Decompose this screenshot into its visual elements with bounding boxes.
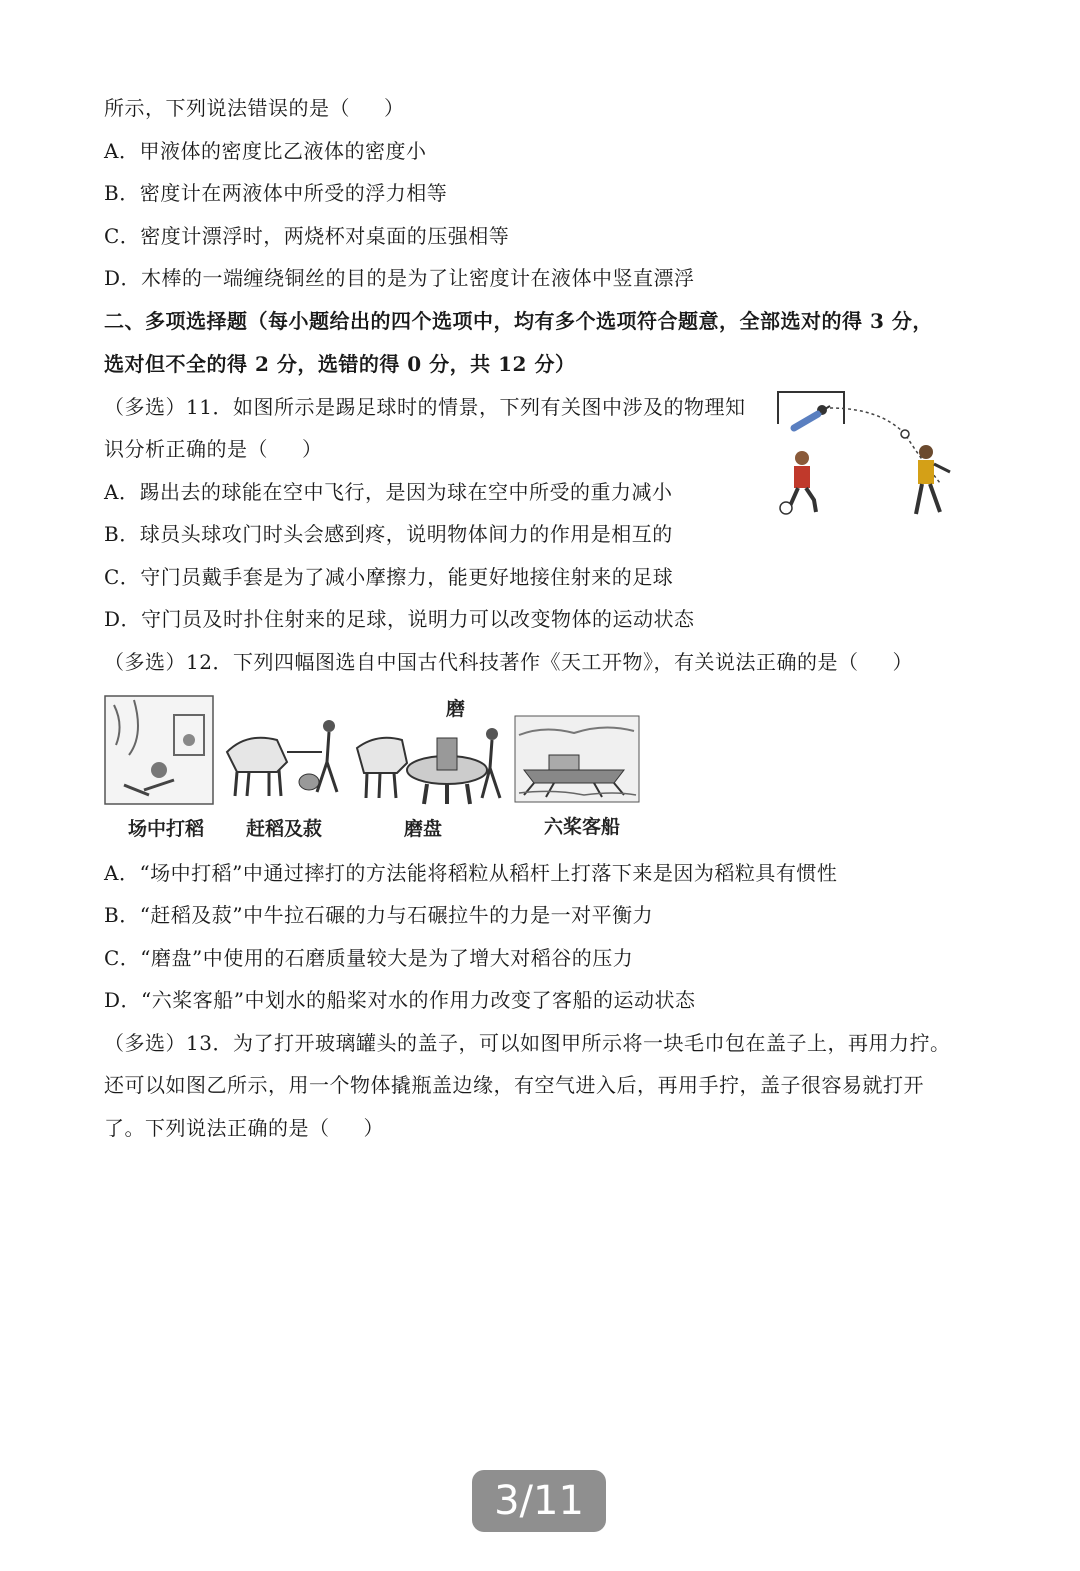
q10-option-d: D．木棒的一端缠绕铜丝的目的是为了让密度计在液体中竖直漂浮 [104,266,695,290]
caption-millstone: 磨盘 [404,818,443,840]
ox-roller-illustration [217,712,347,804]
q13-stem-line3 [104,1114,384,1142]
q12-option-c: C．“磨盘”中使用的石磨质量较大是为了增大对稻谷的压力 [104,946,634,970]
q11-stem-close: ） [302,437,323,461]
q12-stem-line1 [104,648,913,676]
q11-option-b: B．球员头球攻门时头会感到疼，说明物体间力的作用是相互的 [104,522,673,546]
q10-stem-text: 所示，下列说法错误的是（ [104,96,350,120]
striker [780,451,816,514]
q11-stem-line2 [104,435,323,463]
q12-stem-close: ） [892,650,913,674]
q10-stem-close: ） [384,96,405,120]
q13-stem-line1: （多选）13．为了打开玻璃罐头的盖子，可以如图甲所示将一块毛巾包在盖子上，再用力拧。 [104,1031,951,1055]
soccer-figure [770,388,960,523]
q12-option-b: B．“赶稻及菽”中牛拉石碾的力与石碾拉牛的力是一对平衡力 [104,903,654,927]
caption-threshing: 场中打稻 [128,818,205,840]
q10-option-b: B．密度计在两液体中所受的浮力相等 [104,181,448,205]
q12-stem-text: （多选）12．下列四幅图选自中国古代科技著作《天工开物》，有关说法正确的是（ [104,650,859,674]
ball-icon [901,430,909,438]
section2-heading-line2: 选对但不全的得 2 分，选错的得 0 分，共 12 分） [104,352,576,376]
caption-ox-roller: 赶稻及菽 [246,818,323,840]
q13-stem-close: ） [363,1116,384,1140]
q13-stem-line2: 还可以如图乙所示，用一个物体撬瓶盖边缘，有空气进入后，再用手拧，盖子很容易就打开 [104,1073,924,1097]
q11-stem-text: 识分析正确的是（ [104,437,268,461]
q12-option-d: D．“六桨客船”中划水的船桨对水的作用力改变了客船的运动状态 [104,988,696,1012]
page-indicator: 3/11 [472,1470,606,1532]
q10-stem [104,94,405,122]
caption-boat: 六桨客船 [544,816,621,838]
q11-stem-line1: （多选）11．如图所示是踢足球时的情景，下列有关图中涉及的物理知 [104,395,746,419]
millstone-top-label: 磨 [446,698,466,720]
q10-option-a: A．甲液体的密度比乙液体的密度小 [104,139,427,163]
q11-option-c: C．守门员戴手套是为了减小摩擦力，能更好地接住射来的足球 [104,565,674,589]
millstone-illustration [352,718,507,808]
goalkeeper [794,405,830,428]
header-player [916,445,950,514]
q11-option-a: A．踢出去的球能在空中飞行，是因为球在空中所受的重力减小 [104,480,673,504]
q11-option-d: D．守门员及时扑住射来的足球，说明力可以改变物体的运动状态 [104,607,695,631]
boat-illustration [514,715,640,803]
q10-option-c: C．密度计漂浮时，两烧杯对桌面的压强相等 [104,224,510,248]
q12-option-a: A．“场中打稻”中通过摔打的方法能将稻粒从稻杆上打落下来是因为稻粒具有惯性 [104,861,838,885]
q13-stem-text: 了。下列说法正确的是（ [104,1116,330,1140]
section2-heading-line1: 二、多项选择题（每小题给出的四个选项中，均有多个选项符合题意，全部选对的得 3 分， [104,309,933,333]
threshing-illustration [104,695,214,805]
